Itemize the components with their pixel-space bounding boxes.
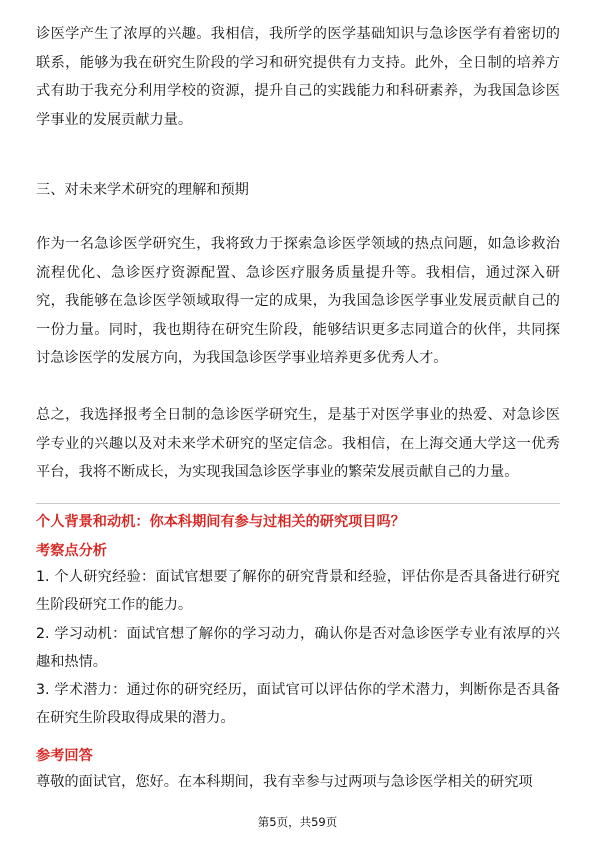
conclusion-paragraph: 总之，我选择报考全日制的急诊医学研究生，是基于对医学事业的热爱、对急诊医学专业的兴趣以及对未来学术研究的坚定信念。我相信，在上海交通大学这一优秀平台，我将不断成长，为实现我国急诊医学事业的繁荣发展贡献自己的力量。	[36, 407, 560, 480]
section-heading-future-research: 三、对未来学术研究的理解和预期	[36, 182, 249, 198]
analysis-heading: 考察点分析	[36, 543, 107, 559]
section-divider	[36, 503, 560, 504]
document-page	[36, 0, 560, 842]
analysis-item-research-experience: 1. 个人研究经验：面试官想要了解你的研究背景和经验，评估你是否具备进行研究生阶段研究工作的能力。	[36, 569, 560, 613]
intro-paragraph-end: 诊医学产生了浓厚的兴趣。我相信，我所学的医学基础知识与急诊医学有着密切的联系，能够为我在研究生阶段的学习和研究提供有力支持。此外，全日制的培养方式有助于我充分利用学校的资源，提升自己的实践能力和科研素养，为我国急诊医学事业的发展贡献力量。	[36, 26, 560, 128]
question-title: 个人背景和动机：你本科期间有参与过相关的研究项目吗？	[36, 514, 405, 530]
answer-heading: 参考回答	[36, 748, 93, 764]
future-research-paragraph: 作为一名急诊医学研究生，我将致力于探索急诊医学领域的热点问题，如急诊救治流程优化、急诊医疗资源配置、急诊医疗服务质量提升等。我相信，通过深入研究，我能够在急诊医学领域取得一定的成果，为我国急诊医学事业发展贡献自己的一份力量。同时，我也期待在研究生阶段，能够结识更多志同道合的伙伴，共同探讨急诊医学的发展方向，为我国急诊医学事业培养更多优秀人才。	[36, 236, 560, 366]
analysis-item-motivation: 2. 学习动机：面试官想了解你的学习动力，确认你是否对急诊医学专业有浓厚的兴趣和热情。	[36, 626, 560, 670]
answer-opening-line: 尊敬的面试官，您好。在本科期间，我有幸参与过两项与急诊医学相关的研究项	[36, 774, 533, 790]
analysis-item-academic-potential: 3. 学术潜力：通过你的研究经历，面试官可以评估你的学术潜力，判断你是否具备在研究生阶段取得成果的潜力。	[36, 682, 560, 726]
page-number: 第5页，共59页	[257, 815, 338, 829]
